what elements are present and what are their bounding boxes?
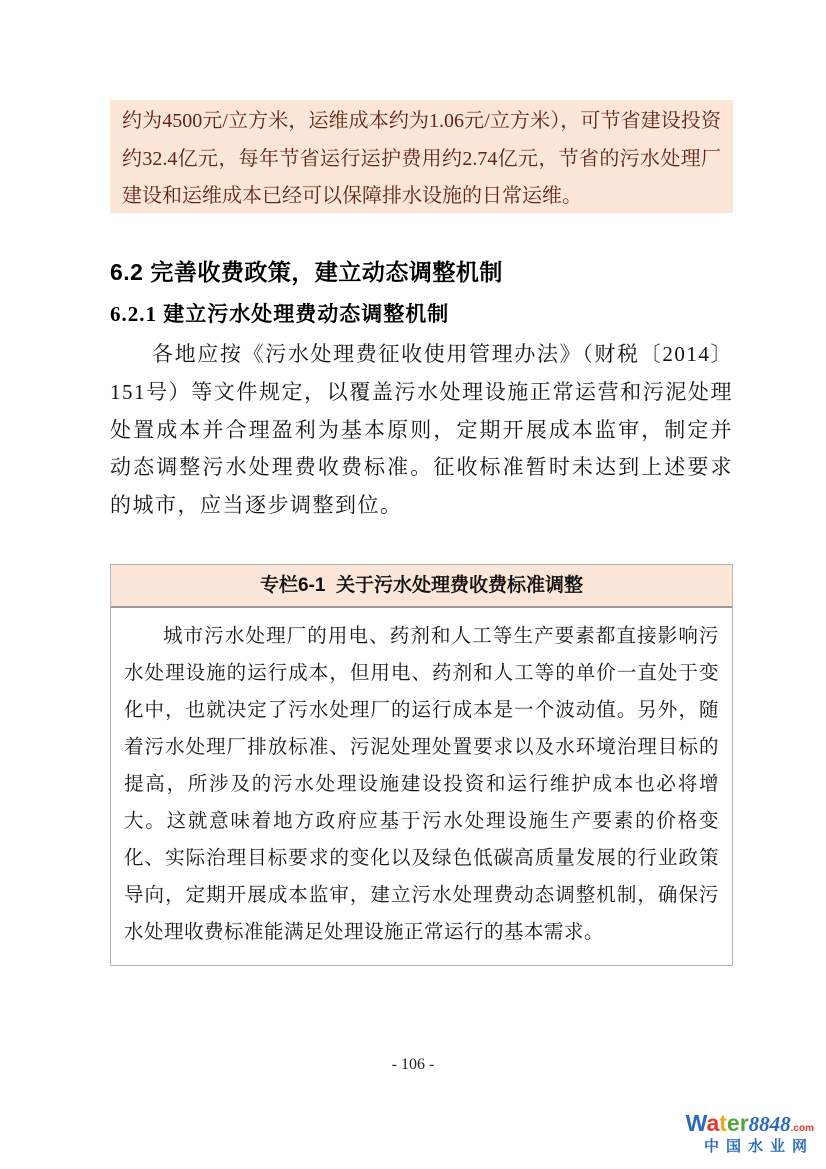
highlight-continuation-box [110, 100, 733, 213]
water8848-logo [686, 1112, 814, 1154]
column-box-6-1 [110, 564, 733, 966]
logo-number-8848: 8848 [748, 1112, 791, 1136]
body-paragraph: 各地应按《污水处理费征收使用管理办法》（财税〔2014〕151号）等文件规定，以覆盖污水处理设施正常运营和污泥处理处置成本并合理盈利为基本原则，定期开展成本监审，制定并动态调整污水处理费收费标准。征收标准暂时未达到上述要求的城市，应当逐步调整到位。 [110, 342, 733, 518]
page-number: - 106 - [391, 1056, 435, 1073]
column-box-title: 专栏6-1 关于污水处理费收费标准调整 [111, 565, 732, 608]
logo-wordmark [686, 1112, 814, 1135]
logo-word-water: Water [685, 1110, 749, 1136]
section-heading-6-2: 6.2 完善收费政策，建立动态调整机制 [110, 259, 503, 285]
logo-tld-com: .com [790, 1123, 814, 1134]
logo-tagline: 中国水业网 [703, 1138, 814, 1155]
highlight-text: 约为4500元/立方米，运维成本约为1.06元/立方米），可节省建设投资约32.4亿元，每年节省运行运护费用约2.74亿元，节省的污水处理厂建设和运维成本已经可以保障排水设施的日常运维。 [122, 110, 721, 207]
column-box-content: 城市污水处理厂的用电、药剂和人工等生产要素都直接影响污水处理设施的运行成本，但用电、药剂和人工等的单价一直处于变化中，也就决定了污水处理厂的运行成本是一个波动值。另外，随着污水处理厂排放标准、污泥处理处置要求以及水环境治理目标的提高，所涉及的污水处理设施建设投资和运行维护成本也必将增大。这就意味着地方政府应基于污水处理设施生产要素的价格变化、实际治理目标要求的变化以及绿色低碳高质量发展的行业政策导向，定期开展成本监审，建立污水处理费动态调整机制，确保污水处理收费标准能满足处理设施正常运行的基本需求。 [124, 626, 719, 943]
subsection-heading-6-2-1: 6.2.1 建立污水处理费动态调整机制 [110, 302, 450, 326]
